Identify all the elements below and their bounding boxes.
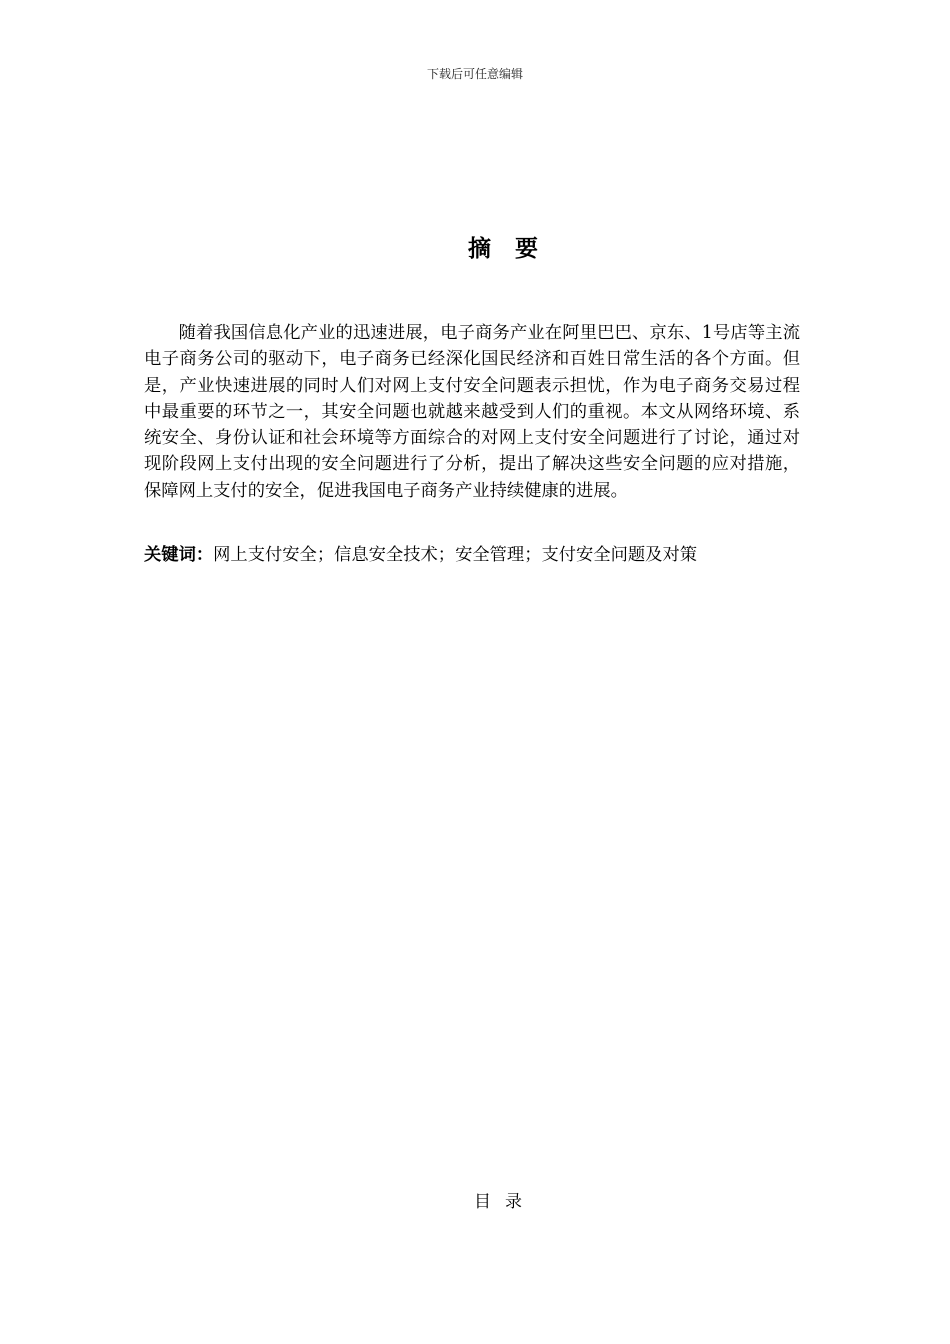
abstract-title: 摘要 bbox=[468, 235, 562, 262]
toc-title: 目录 bbox=[474, 1192, 536, 1212]
abstract-body: 随着我国信息化产业的迅速进展，电子商务产业在阿里巴巴、京东、1号店等主流电子商务公司的驱动下，电子商务已经深化国民经济和百姓日常生活的各个方面。但是，产业快速进展的同时人们对网上支付安全问题表示担忧，作为电子商务交易过程中最重要的环节之一，其安全问题也就越来越受到人们的重视。本文从网络环境、系统安全、身份认证和社会环境等方面综合的对网上支付安全问题进行了讨论，通过对现阶段网上支付出现的安全问题进行了分析，提出了解决这些安全问题的应对措施，保障网上支付的安全，促进我国电子商务产业持续健康的进展。 bbox=[144, 323, 800, 501]
header-note: 下载后可任意编辑 bbox=[426, 67, 523, 81]
keywords-line bbox=[144, 542, 804, 568]
keywords-label: 关键词： bbox=[144, 545, 214, 565]
keywords-value: 网上支付安全；信息安全技术；安全管理；支付安全问题及对策 bbox=[213, 545, 698, 565]
